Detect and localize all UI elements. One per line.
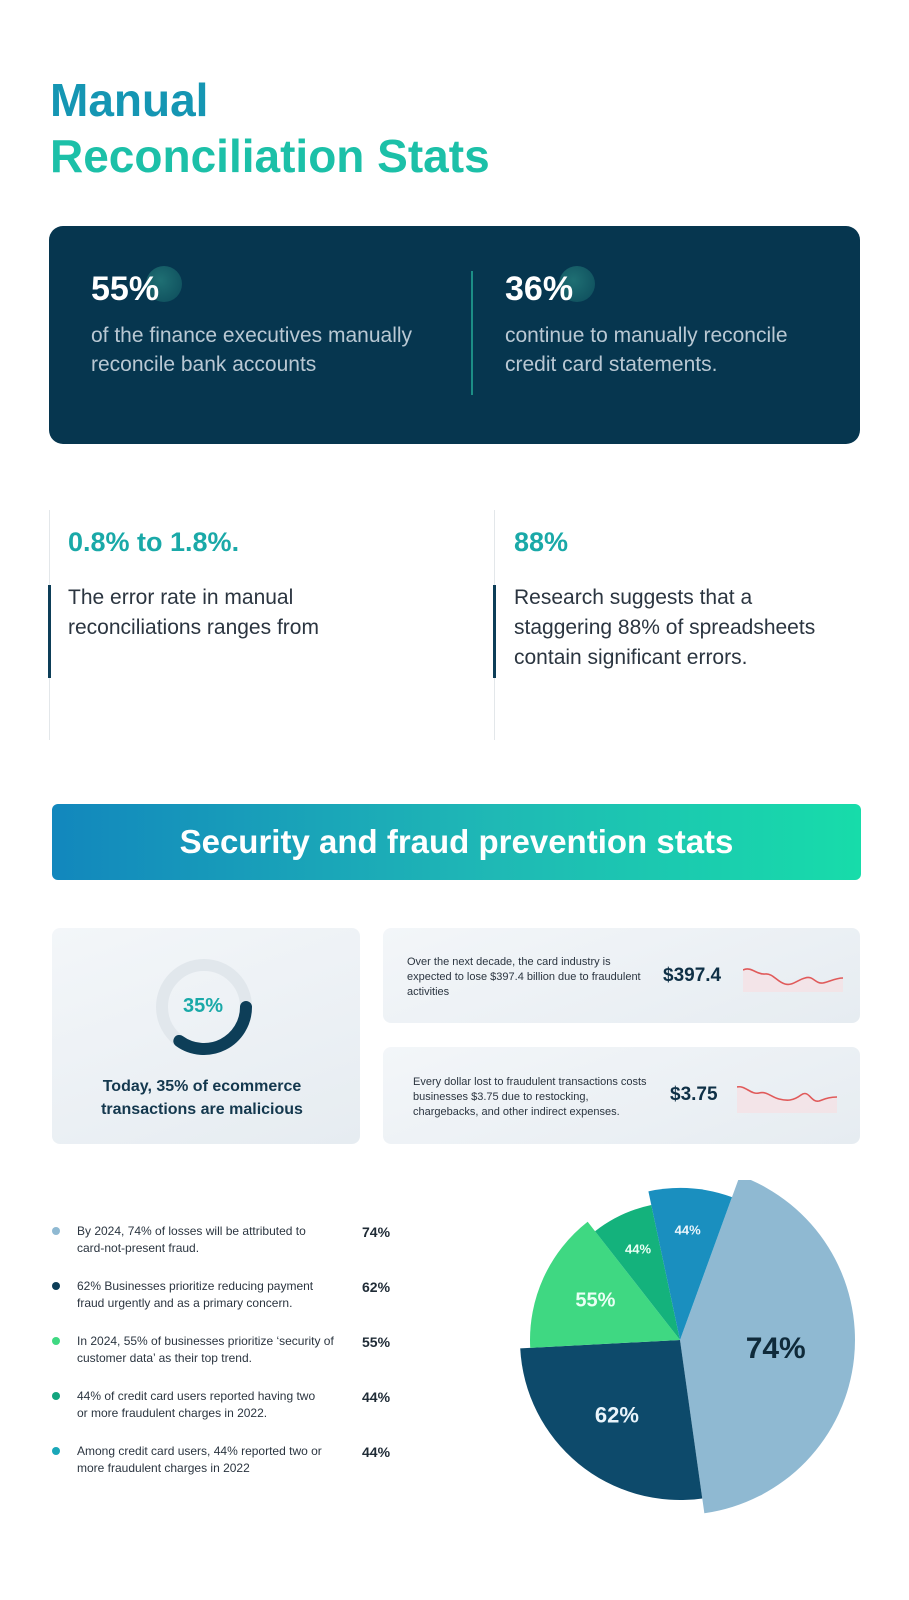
list-pct: 62%: [362, 1279, 391, 1295]
card-text-line: Over the next decade, the card industry is: [407, 956, 611, 968]
card-text-line: activities: [407, 986, 450, 998]
stat-text-line: credit card statements.: [505, 353, 718, 376]
money-value: $3.75: [670, 1084, 718, 1105]
list-text-line: In 2024, 55% of businesses prioritize ‘security of: [77, 1334, 334, 1348]
list-pct: 74%: [362, 1224, 391, 1240]
stat-text-line: of the finance executives manually: [91, 324, 413, 347]
bullet-dot: [52, 1337, 60, 1345]
manual-reconciliation-panel: [49, 226, 860, 444]
list-text-line: fraud urgently and as a primary concern.: [77, 1296, 293, 1310]
money-value: $397.4: [663, 965, 722, 986]
accent-bar: [48, 585, 51, 678]
list-pct: 55%: [362, 1334, 391, 1350]
list-text-line: By 2024, 74% of losses will be attributed to: [77, 1224, 306, 1238]
stat-text-line: contain significant errors.: [514, 646, 748, 669]
page-title: [50, 72, 490, 184]
stat-text-line: continue to manually reconcile: [505, 324, 788, 347]
card-text-line: chargebacks, and other indirect expenses.: [413, 1106, 620, 1118]
pie-slice-label: 62%: [594, 1402, 639, 1428]
bullet-dot: [52, 1447, 60, 1455]
list-text-line: 44% of credit card users reported having two: [77, 1389, 316, 1403]
card-text-line: expected to lose $397.4 billion due to fraudulent: [407, 971, 641, 983]
list-text-line: card-not-present fraud.: [77, 1241, 200, 1255]
list-text-line: Among credit card users, 44% reported two or: [77, 1444, 322, 1458]
list-pct: 44%: [362, 1444, 391, 1460]
stat-text-line: reconciliations ranges from: [68, 616, 319, 639]
card-caption-line: transactions are malicious: [101, 1101, 303, 1118]
list-pct: 44%: [362, 1389, 391, 1405]
stat-text-line: staggering 88% of spreadsheets: [514, 616, 816, 639]
card-text-line: Every dollar lost to fraudulent transactions costs: [413, 1076, 647, 1088]
title-line-2: Reconciliation Stats: [50, 130, 490, 182]
section-banner: Security and fraud prevention stats: [52, 804, 861, 880]
trend-sparkline: [743, 956, 843, 992]
pie-slice-label: 44%: [674, 1222, 701, 1238]
pie-slice-label: 74%: [745, 1331, 806, 1365]
donut-value: 35%: [183, 995, 224, 1017]
stat-text-line: Research suggests that a: [514, 586, 753, 609]
panel-divider: [471, 271, 473, 395]
bullet-dot: [52, 1227, 60, 1235]
pie-slice-label: 44%: [624, 1241, 652, 1257]
title-line-1: Manual: [50, 74, 209, 126]
pie-slice-label: 55%: [575, 1289, 616, 1312]
donut-card: [52, 928, 360, 1144]
card-text-line: businesses $3.75 due to restocking,: [413, 1091, 589, 1103]
list-text-line: more fraudulent charges in 2022: [77, 1461, 250, 1475]
stat-text-line: The error rate in manual: [68, 586, 294, 609]
accent-bar: [493, 585, 496, 678]
money-card: [383, 1047, 860, 1144]
card-caption-line: Today, 35% of ecommerce: [102, 1078, 302, 1095]
fraud-pie-chart: [520, 1180, 890, 1540]
list-text-line: or more fraudulent charges in 2022.: [77, 1406, 268, 1420]
stat-value: 55%: [91, 270, 160, 308]
stat-value: 36%: [505, 270, 574, 308]
error-rate-value: 0.8% to 1.8%.: [68, 527, 240, 557]
list-text-line: customer data’ as their top trend.: [77, 1351, 252, 1365]
trend-sparkline: [737, 1077, 837, 1113]
bullet-dot: [52, 1392, 60, 1400]
list-text-line: 62% Businesses prioritize reducing payment: [77, 1279, 314, 1293]
money-card: [383, 928, 860, 1023]
stat-text-line: reconcile bank accounts: [91, 353, 317, 376]
bullet-dot: [52, 1282, 60, 1290]
spreadsheet-error-value: 88%: [514, 527, 569, 557]
